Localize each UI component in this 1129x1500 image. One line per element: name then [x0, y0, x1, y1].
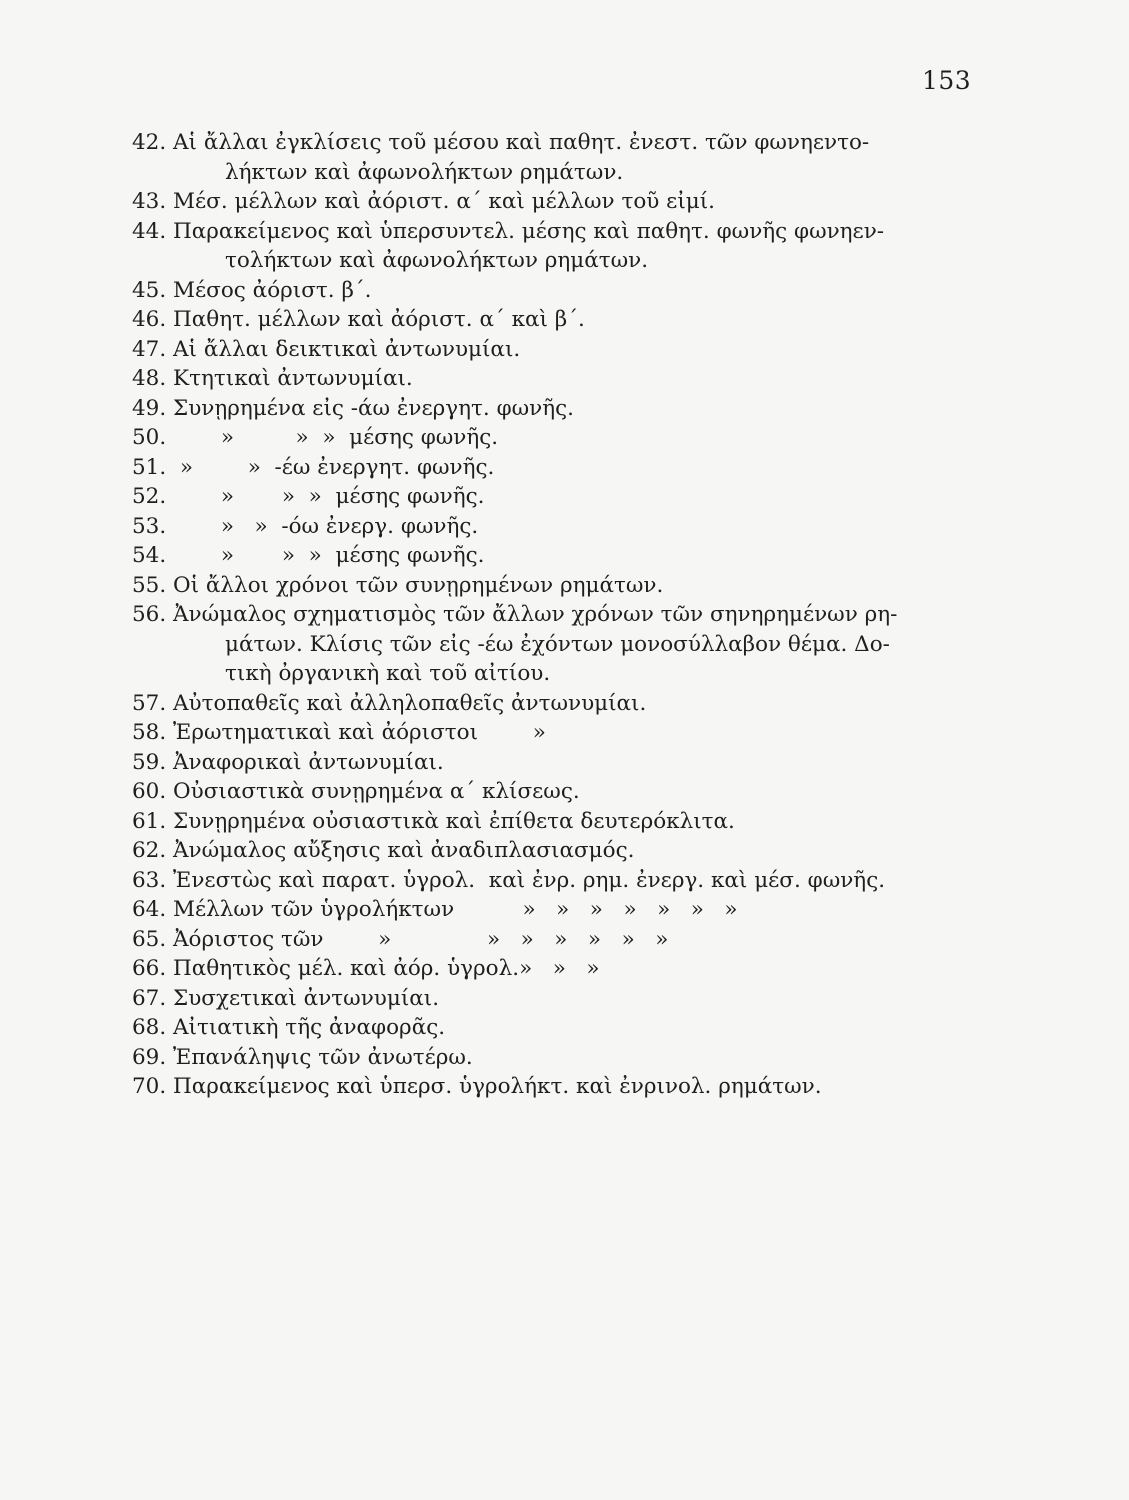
toc-entry: [132, 748, 982, 778]
toc-entry-line: 50. » » » μέσης φωνῆς.: [132, 425, 499, 450]
toc-entry-line: 49. Συνῃρημένα εἰς -άω ἐνεργητ. φωνῆς.: [132, 395, 574, 421]
toc-entry-line: 61. Συνῃρημένα οὐσιαστικὰ καὶ ἐπίθετα δευτερόκλιτα.: [132, 808, 735, 834]
toc-entry-continuation: τικὴ ὀργανικὴ καὶ τοῦ αἰτίου.: [225, 661, 551, 686]
toc-entry: [132, 541, 982, 571]
toc-entry: [132, 807, 982, 837]
toc-entry-line: 58. Ἐρωτηματικαὶ καὶ ἀόριστοι »: [132, 720, 546, 745]
toc-entry: [132, 217, 982, 276]
toc-entry-line: 43. Μέσ. μέλλων καὶ ἀόριστ. α΄ καὶ μέλλων τοῦ εἰμί.: [132, 189, 715, 214]
toc-entry-line: 62. Ἀνώμαλος αὔξησις καὶ ἀναδιπλασιασμός.: [132, 838, 635, 863]
toc-entry-line: 47. Αἱ ἄλλαι δεικτικαὶ ἀντωνυμίαι.: [132, 336, 521, 362]
toc-entry-line: 65. Ἀόριστος τῶν » » » » » » »: [132, 926, 669, 952]
toc-entry: [132, 187, 982, 217]
toc-entry: [132, 1043, 982, 1073]
toc-entry: [132, 600, 982, 689]
toc-entry: [132, 895, 982, 925]
toc-entry-line: 45. Μέσος ἀόριστ. β΄.: [132, 277, 372, 303]
toc-entry-line: 59. Ἀναφορικαὶ ἀντωνυμίαι.: [132, 749, 444, 775]
toc-entry: [132, 423, 982, 453]
toc-entry-line: 63. Ἐνεστὼς καὶ παρατ. ὑγρολ. καὶ ἐνρ. ρημ. ἐνεργ. καὶ μέσ. φωνῆς.: [132, 867, 886, 893]
toc-entry-line: 51. » » -έω ἐνεργητ. φωνῆς.: [132, 454, 495, 480]
toc-entry-line: 66. Παθητικὸς μέλ. καὶ ἀόρ. ὑγρολ.» » »: [132, 956, 600, 981]
toc-entry-line: 56. Ἀνώμαλος σχηματισμὸς τῶν ἄλλων χρόνων τῶν σηνηρημένων ρη-: [132, 602, 898, 627]
toc-entry-line: 44. Παρακείμενος καὶ ὑπερσυντελ. μέσης καὶ παθητ. φωνῆς φωνηεν-: [132, 218, 885, 244]
table-of-contents: [132, 128, 982, 1102]
toc-entry: [132, 276, 982, 306]
toc-entry: [132, 1013, 982, 1043]
toc-entry-line: 68. Αἰτιατικὴ τῆς ἀναφορᾶς.: [132, 1015, 446, 1040]
toc-entry: [132, 718, 982, 748]
toc-entry: [132, 984, 982, 1014]
toc-entry-continuation: τολήκτων καὶ ἀφωνολήκτων ρημάτων.: [225, 248, 649, 273]
toc-entry-line: 53. » » -όω ἐνεργ. φωνῆς.: [132, 513, 479, 539]
toc-entry: [132, 866, 982, 896]
toc-entry: [132, 128, 982, 187]
toc-entry-line: 48. Κτητικαὶ ἀντωνυμίαι.: [132, 366, 413, 391]
toc-entry: [132, 689, 982, 719]
toc-entry-line: 67. Συσχετικαὶ ἀντωνυμίαι.: [132, 985, 440, 1011]
toc-entry: [132, 453, 982, 483]
toc-entry-line: 55. Οἱ ἄλλοι χρόνοι τῶν συνῃρημένων ρημάτων.: [132, 572, 664, 598]
toc-entry: [132, 364, 982, 394]
toc-entry-continuation: μάτων. Κλίσις τῶν εἰς -έω ἐχόντων μονοσύλλαβον θέμα. Δο-: [225, 631, 890, 657]
toc-entry: [132, 482, 982, 512]
toc-entry-line: 70. Παρακείμενος καὶ ὑπερσ. ὑγρολήκτ. καὶ ἐνρινολ. ρημάτων.: [132, 1074, 822, 1099]
toc-entry-line: 57. Αὐτοπαθεῖς καὶ ἀλληλοπαθεῖς ἀντωνυμίαι.: [132, 690, 647, 716]
toc-entry: [132, 836, 982, 866]
toc-entry: [132, 777, 982, 807]
toc-entry-continuation: λήκτων καὶ ἀφωνολήκτων ρημάτων.: [225, 159, 624, 185]
toc-entry-line: 69. Ἐπανάληψις τῶν ἀνωτέρω.: [132, 1044, 473, 1070]
toc-entry: [132, 335, 982, 365]
toc-entry: [132, 571, 982, 601]
page-number: 153: [922, 66, 972, 95]
toc-entry: [132, 925, 982, 955]
toc-entry: [132, 1072, 982, 1102]
toc-entry-line: 54. » » » μέσης φωνῆς.: [132, 543, 485, 568]
toc-entry: [132, 954, 982, 984]
toc-entry-line: 64. Μέλλων τῶν ὑγρολήκτων » » » » » » »: [132, 897, 738, 922]
toc-entry-line: 60. Οὐσιαστικὰ συνῃρημένα α΄ κλίσεως.: [132, 779, 580, 804]
toc-entry: [132, 512, 982, 542]
toc-entry-line: 46. Παθητ. μέλλων καὶ ἀόριστ. α΄ καὶ β΄.: [132, 307, 585, 332]
toc-entry: [132, 305, 982, 335]
toc-entry-line: 52. » » » μέσης φωνῆς.: [132, 484, 485, 509]
toc-entry-line: 42. Αἱ ἄλλαι ἐγκλίσεις τοῦ μέσου καὶ παθητ. ἐνεστ. τῶν φωνηεντο-: [132, 130, 870, 155]
toc-entry: [132, 394, 982, 424]
